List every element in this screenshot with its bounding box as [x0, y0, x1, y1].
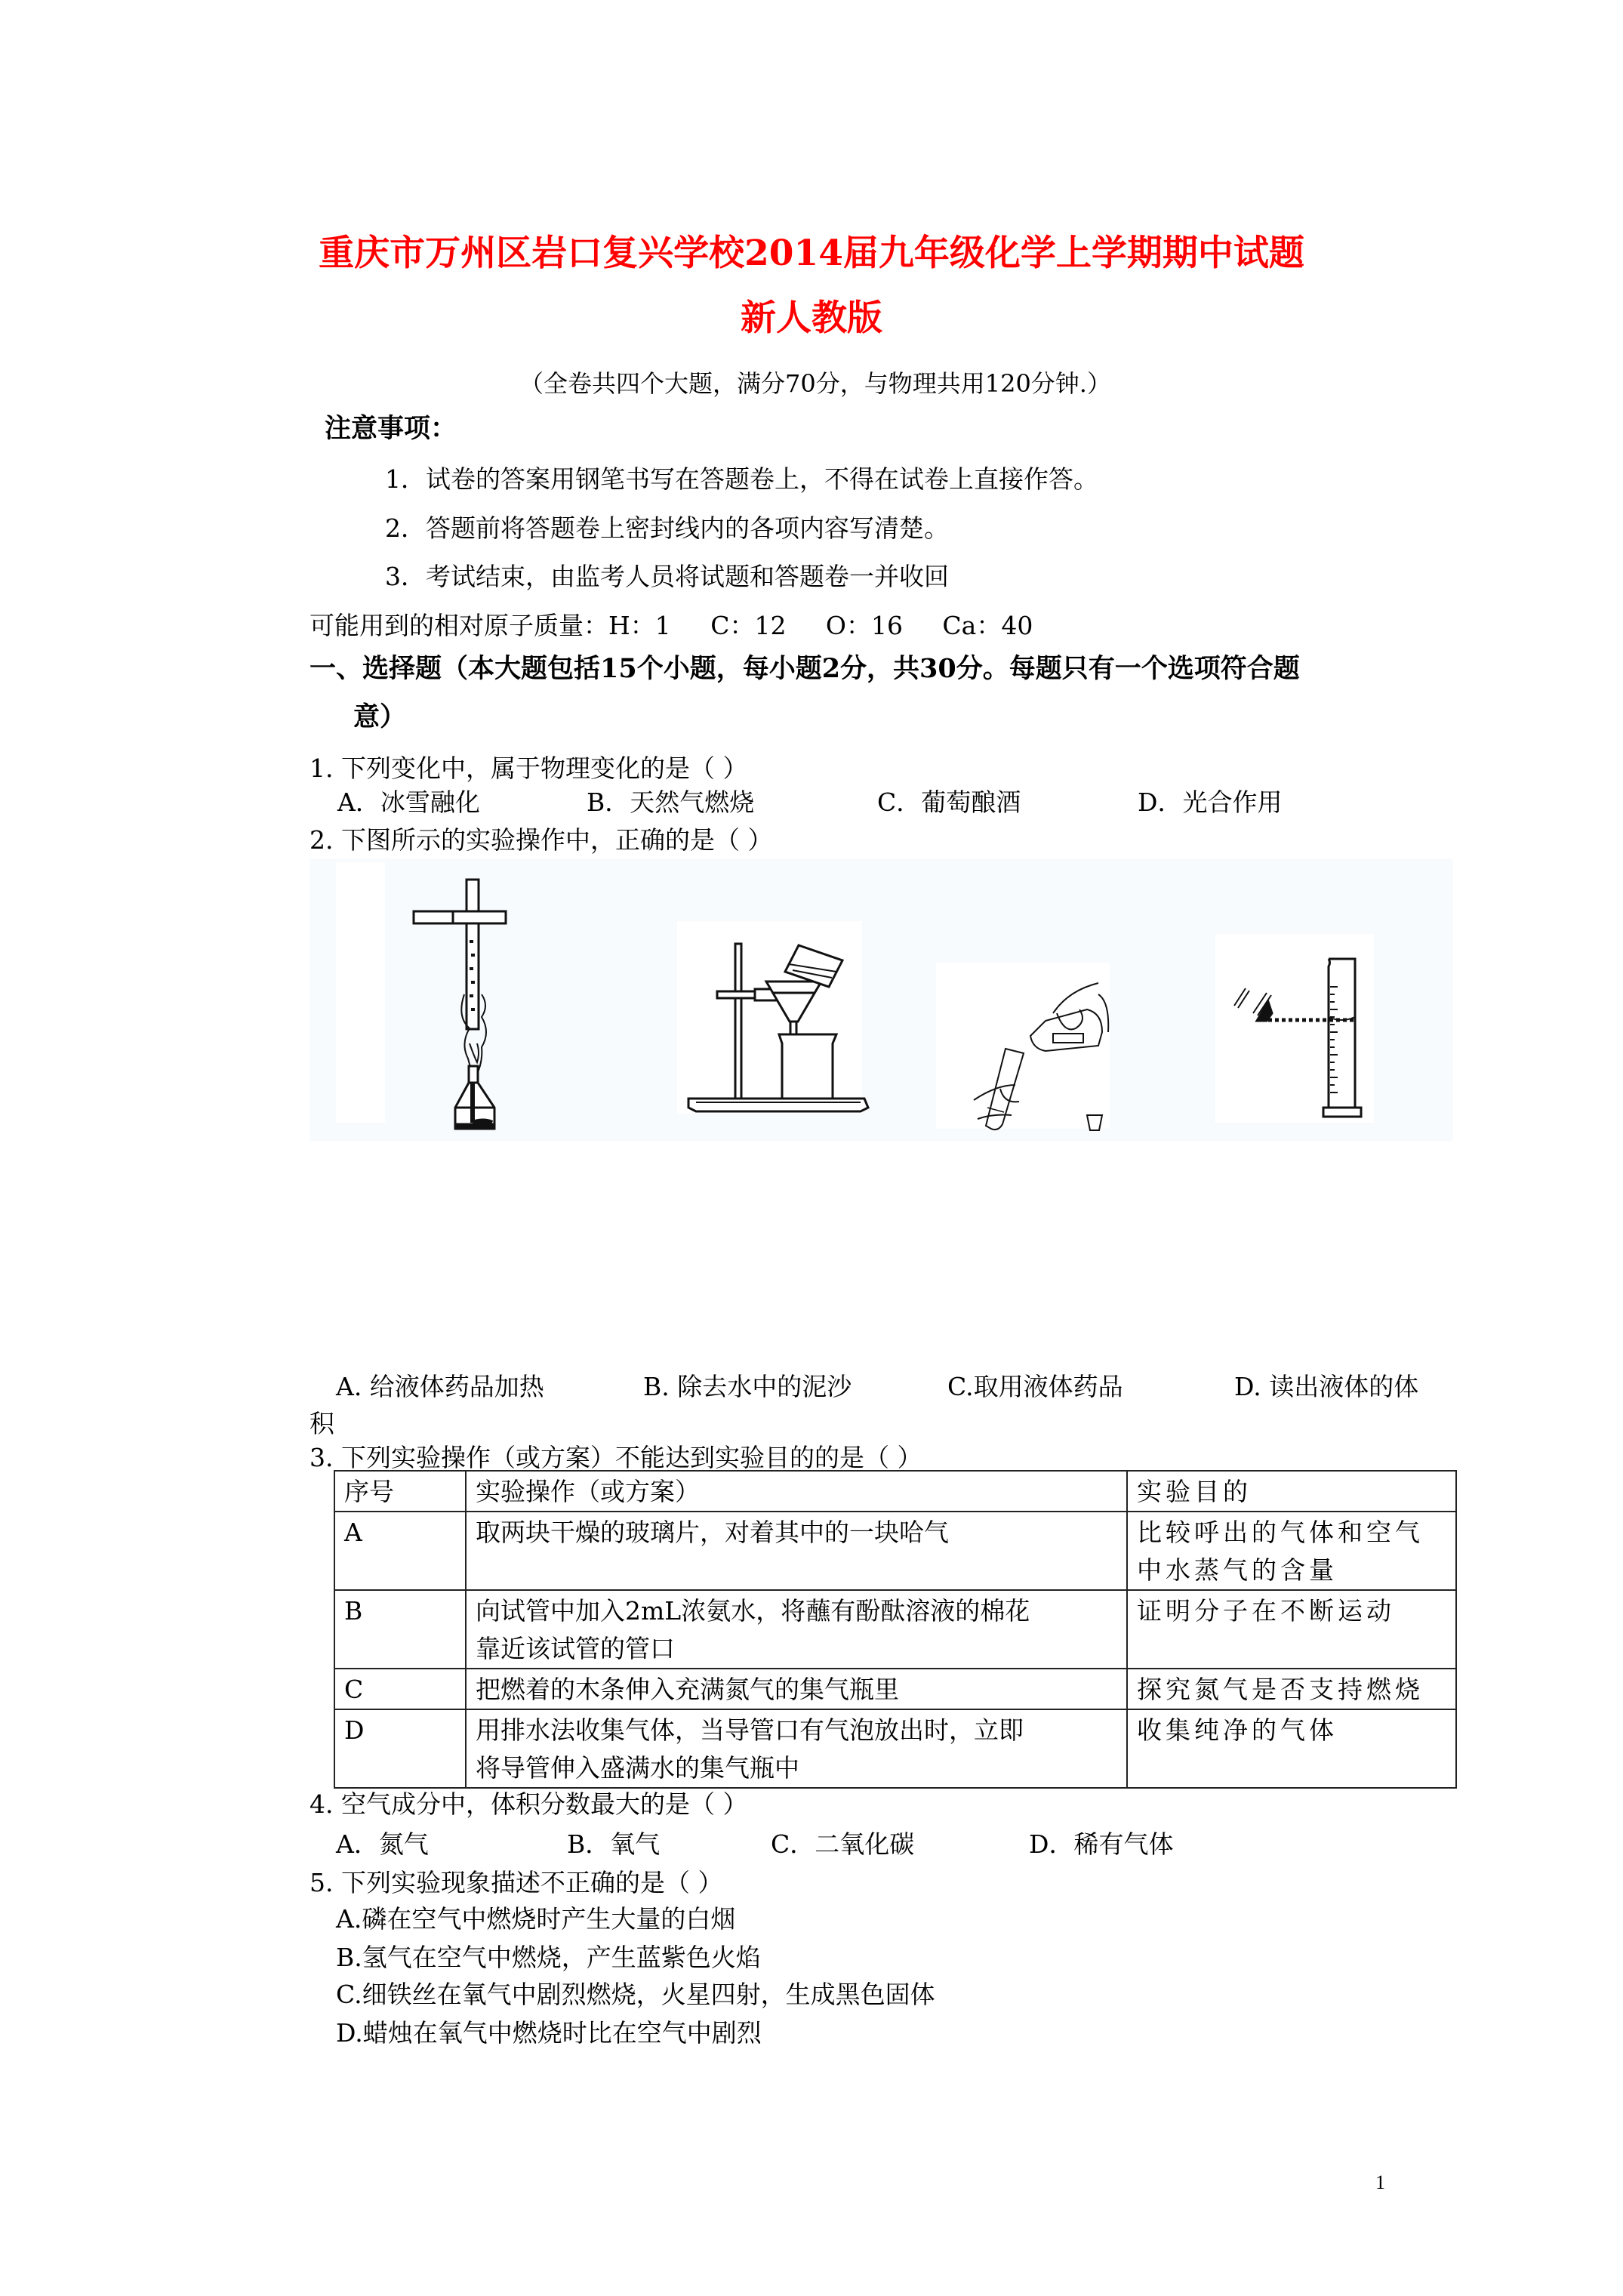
question-1-option-c: C．葡萄酿酒 [877, 787, 1021, 817]
question-5-option-d: D.蜡烛在氧气中燃烧时比在空气中剧烈 [336, 2018, 762, 2048]
document-title-line2: 新人教版 [741, 297, 882, 339]
row-purpose [1127, 1590, 1456, 1669]
question-1-option-a: A．冰雪融化 [337, 787, 480, 817]
row-purpose-line: 证明分子在不断运动 [1137, 1596, 1395, 1626]
row-purpose-line: 收集纯净的气体 [1137, 1715, 1338, 1745]
row-purpose-line: 探究氮气是否支持燃烧 [1137, 1675, 1424, 1704]
question-2-option-b: B. 除去水中的泥沙 [643, 1372, 852, 1401]
row-operation [466, 1512, 1127, 1590]
table-header-id: 序号 [334, 1471, 466, 1512]
document-title-line1: 重庆市万州区岩口复兴学校2014届九年级化学上学期期中试题 [319, 233, 1304, 274]
row-operation-line: 向试管中加入2mL浓氨水，将蘸有酚酞溶液的棉花 [476, 1596, 1030, 1626]
notes-heading: 注意事项： [325, 413, 457, 444]
alcohol-lamp-heating-icon [336, 862, 506, 1129]
note-item: 2．答题前将答题卷上密封线内的各项内容写清楚。 [385, 513, 949, 543]
exam-info: （全卷共四个大题，满分70分，与物理共用120分钟.） [519, 369, 1111, 398]
table-row [334, 1512, 1456, 1590]
question-5-option-b: B.氢气在空气中燃烧，产生蓝紫色火焰 [336, 1943, 761, 1972]
question-2-option-d-wrap: 积 [310, 1409, 334, 1438]
row-operation [466, 1709, 1127, 1788]
table-row [334, 1590, 1456, 1669]
row-purpose-line: 比较呼出的气体和空气 [1137, 1518, 1424, 1547]
row-operation-line: 靠近该试管的管口 [476, 1634, 675, 1663]
question-4-option-d: D．稀有气体 [1029, 1829, 1174, 1859]
row-purpose [1127, 1512, 1456, 1590]
section-heading-continued: 意） [353, 701, 407, 732]
note-item: 3．考试结束，由监考人员将试题和答题卷一并收回 [385, 562, 949, 591]
question-2-stem: 2. 下图所示的实验操作中，正确的是（ ） [310, 825, 773, 855]
graduated-cylinder-reading-icon [1215, 934, 1374, 1123]
table-header-row [334, 1471, 1456, 1512]
question-2-option-c: C.取用液体药品 [947, 1372, 1123, 1401]
table-row [334, 1669, 1456, 1709]
question-4-option-c: C．二氧化碳 [771, 1829, 915, 1859]
pouring-liquid-icon [936, 963, 1110, 1130]
experiment-table [334, 1470, 1457, 1789]
question-4-stem: 4. 空气成分中，体积分数最大的是（ ） [310, 1789, 748, 1819]
question-5-stem: 5. 下列实验现象描述不正确的是（ ） [310, 1868, 723, 1897]
question-2-figure [310, 858, 1453, 1142]
table-header-purpose: 实验目的 [1127, 1471, 1456, 1512]
row-purpose [1127, 1709, 1456, 1788]
question-4-option-b: B．氧气 [567, 1829, 661, 1859]
question-2-option-a: A. 给液体药品加热 [336, 1372, 544, 1401]
question-5-option-a: A.磷在空气中燃烧时产生大量的白烟 [336, 1904, 736, 1934]
question-1-option-d: D．光合作用 [1138, 787, 1283, 817]
question-3-stem: 3. 下列实验操作（或方案）不能达到实验目的的是（ ） [310, 1443, 922, 1472]
row-id: C [334, 1669, 466, 1709]
row-operation [466, 1590, 1127, 1669]
question-1-stem: 1. 下列变化中，属于物理变化的是（ ） [310, 754, 748, 783]
row-operation [466, 1669, 1127, 1709]
row-id: D [334, 1709, 466, 1788]
question-1-option-b: B．天然气燃烧 [587, 787, 755, 817]
row-id: A [334, 1512, 466, 1590]
row-operation-line: 将导管伸入盛满水的集气瓶中 [476, 1753, 799, 1783]
page-number: 1 [1375, 2171, 1385, 2193]
row-id: B [334, 1590, 466, 1669]
row-operation-line: 用排水法收集气体，当导管口有气泡放出时，立即 [476, 1715, 1024, 1745]
atomic-masses: 可能用到的相对原子质量：H：1 C：12 O：16 Ca：40 [310, 611, 1033, 640]
section-heading: 一、选择题（本大题包括15个小题，每小题2分，共30分。每题只有一个选项符合题 [310, 653, 1300, 684]
filtration-apparatus-icon [677, 921, 868, 1114]
table-header-operation: 实验操作（或方案） [466, 1471, 1127, 1512]
question-4-option-a: A．氮气 [336, 1829, 429, 1859]
row-operation-line: 取两块干燥的玻璃片，对着其中的一块哈气 [476, 1518, 949, 1547]
table-row [334, 1709, 1456, 1788]
note-item: 1．试卷的答案用钢笔书写在答题卷上，不得在试卷上直接作答。 [385, 464, 1098, 494]
row-operation-line: 把燃着的木条伸入充满氮气的集气瓶里 [476, 1675, 899, 1704]
row-purpose [1127, 1669, 1456, 1709]
row-purpose-line: 中水蒸气的含量 [1137, 1555, 1338, 1585]
question-2-option-d: D. 读出液体的体 [1234, 1372, 1419, 1401]
question-5-option-c: C.细铁丝在氧气中剧烈燃烧，火星四射，生成黑色固体 [336, 1980, 935, 2009]
